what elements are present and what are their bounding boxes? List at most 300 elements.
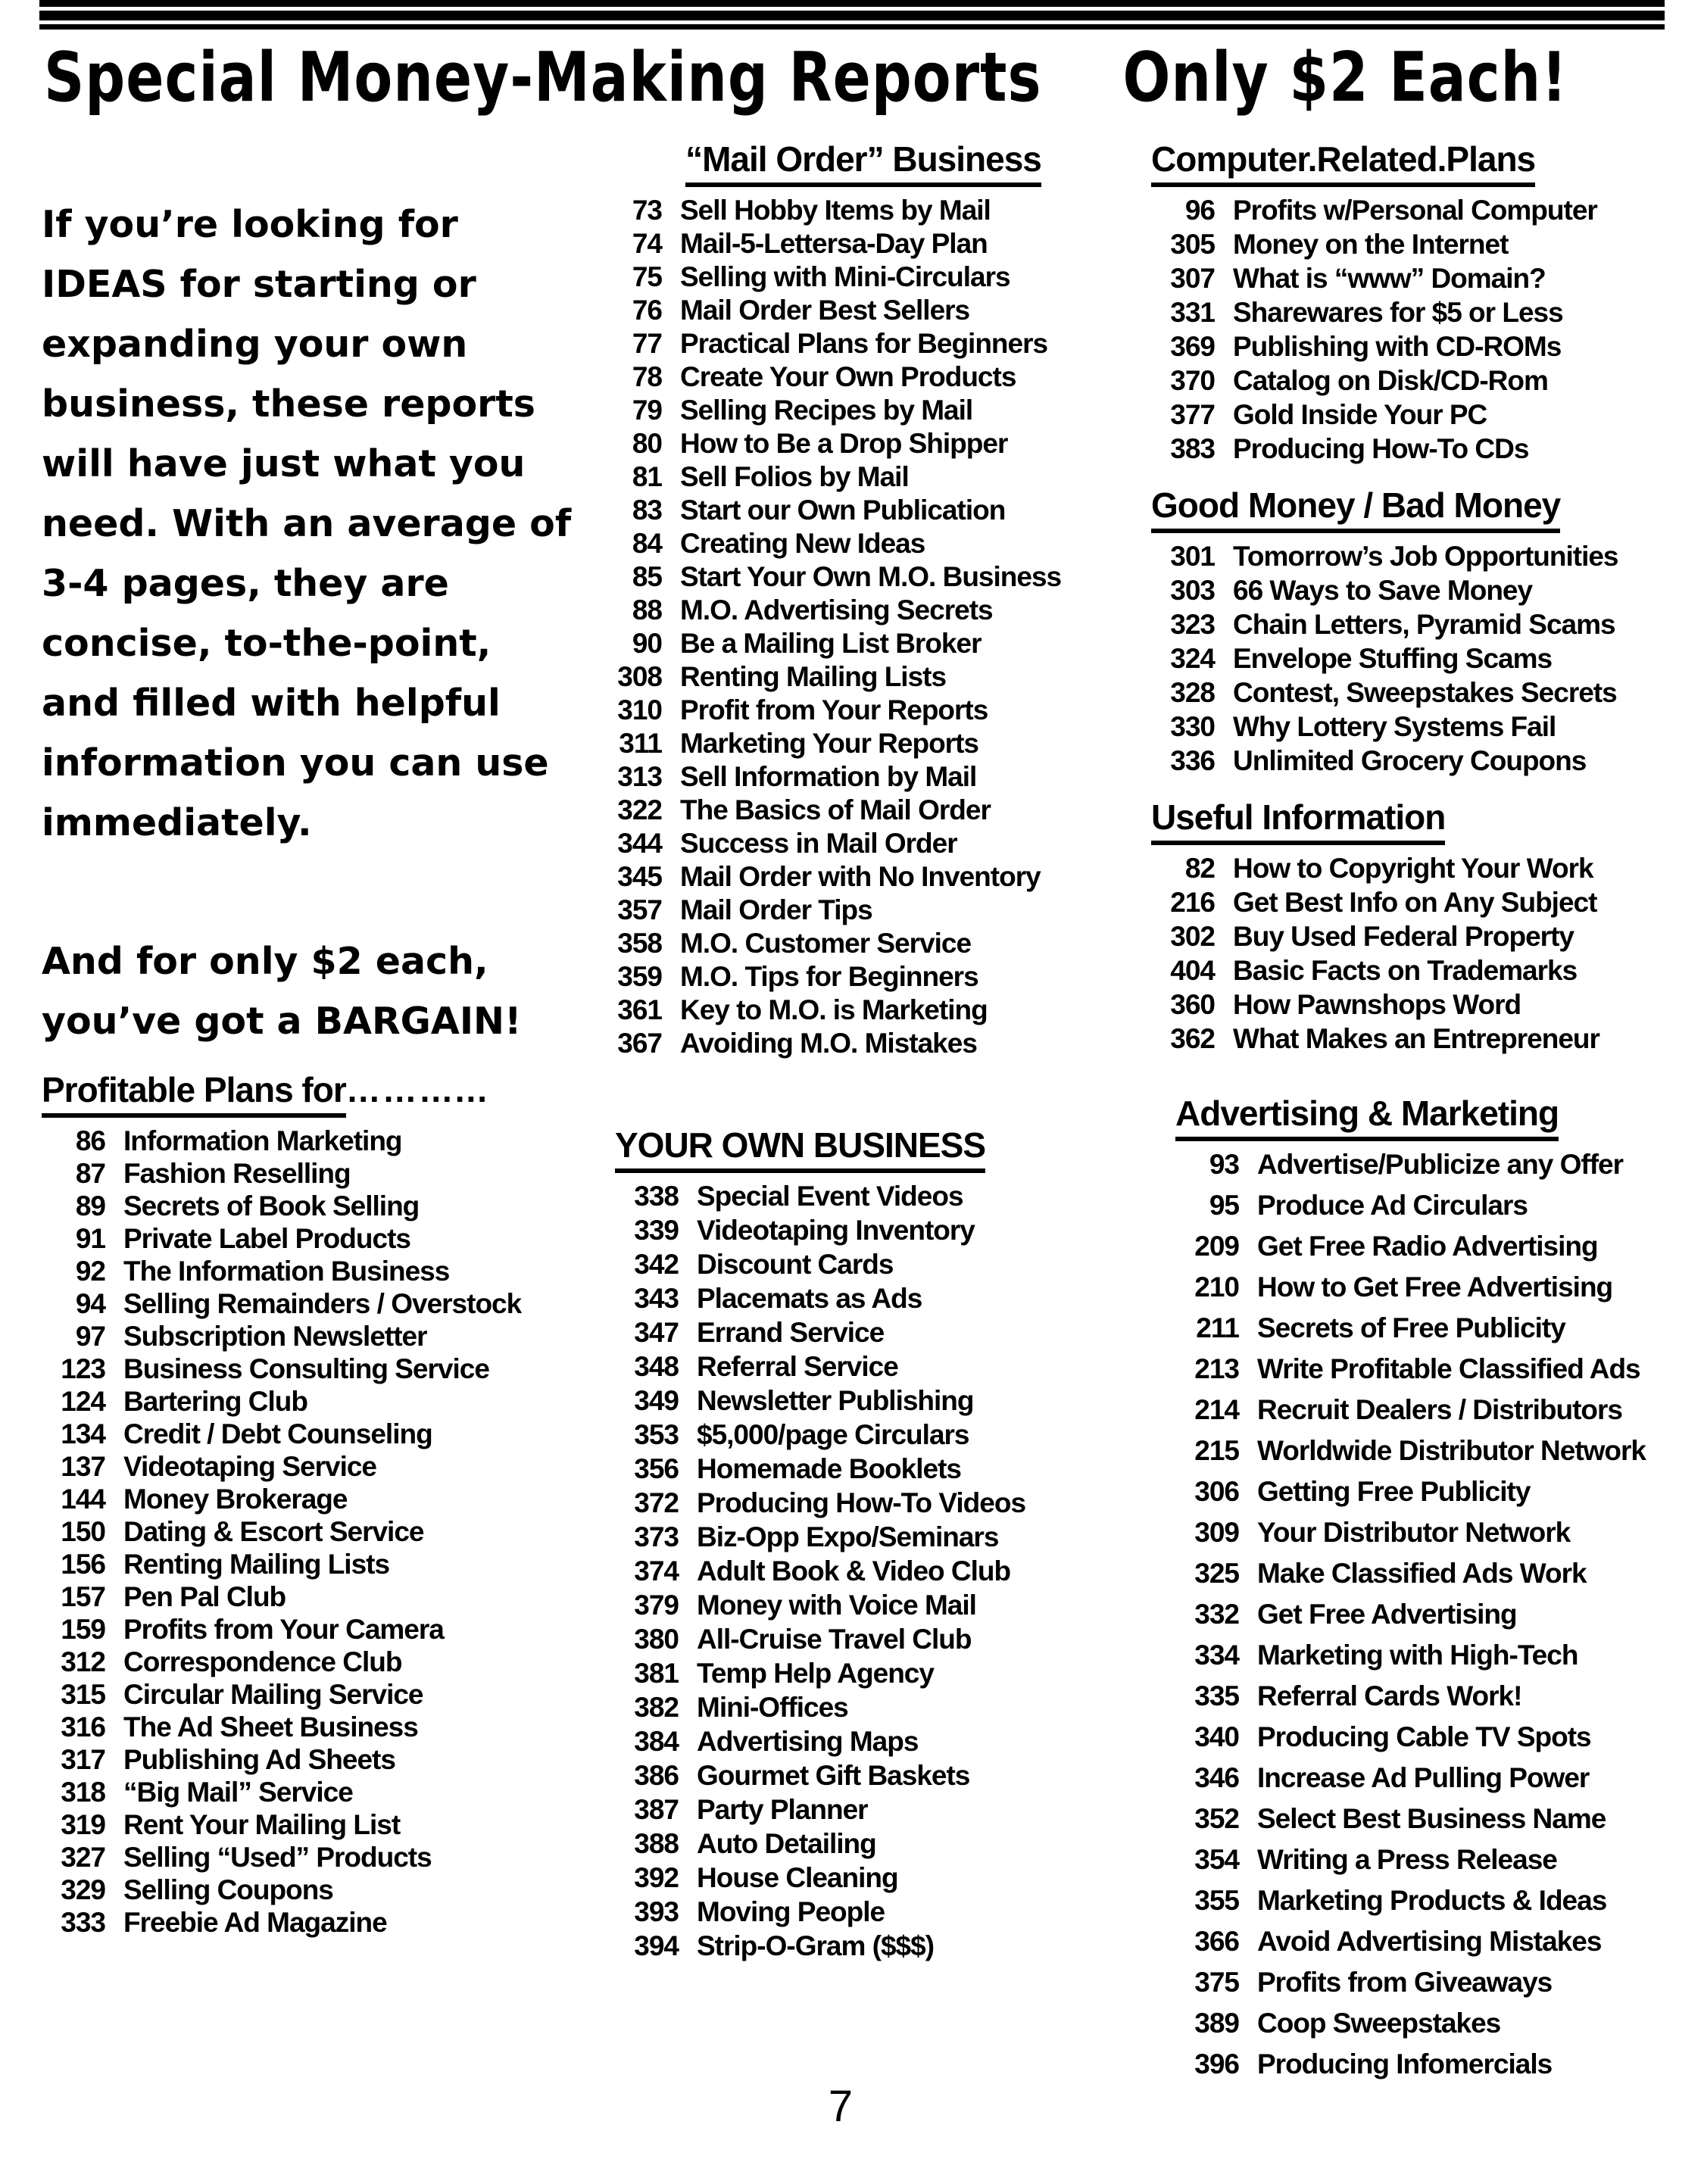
report-title: Freebie Ad Magazine xyxy=(123,1907,387,1938)
top-rule-2 xyxy=(39,11,1665,20)
page-number: 7 xyxy=(828,2082,854,2131)
report-title: Profits w/Personal Computer xyxy=(1233,195,1597,226)
report-title: M.O. Advertising Secrets xyxy=(680,594,993,626)
report-number: 396 xyxy=(1194,2048,1239,2079)
report-number: 356 xyxy=(634,1453,679,1484)
report-title: Producing How-To CDs xyxy=(1233,433,1529,464)
report-number: 348 xyxy=(634,1351,679,1382)
list-item xyxy=(1175,1803,1681,1835)
report-number: 317 xyxy=(61,1744,105,1775)
report-number: 90 xyxy=(632,628,662,659)
right-column xyxy=(1151,139,1681,2089)
list-item xyxy=(1151,263,1681,295)
list-item xyxy=(615,1760,1128,1792)
report-title: Profit from Your Reports xyxy=(680,694,988,725)
report-title: Creating New Ideas xyxy=(680,528,925,559)
report-title: What is “www” Domain? xyxy=(1233,263,1546,294)
report-title: Avoiding M.O. Mistakes xyxy=(680,1028,977,1059)
report-number: 307 xyxy=(1170,263,1215,294)
report-title: Fashion Reselling xyxy=(123,1158,351,1189)
report-number: 327 xyxy=(61,1842,105,1873)
list-item xyxy=(42,1549,576,1580)
list-item xyxy=(1175,1967,1681,1998)
page-title: Special Money-Making Reports xyxy=(44,38,1042,117)
report-number: 214 xyxy=(1194,1394,1239,1425)
list-item xyxy=(1151,711,1681,743)
report-title: Your Distributor Network xyxy=(1257,1517,1571,1548)
list-item xyxy=(598,694,1128,726)
report-title: 66 Ways to Save Money xyxy=(1233,575,1533,606)
report-number: 329 xyxy=(61,1874,105,1905)
intro-paragraph-2: And for only $2 each, you’ve got a BARGAIN! xyxy=(42,940,522,1043)
report-title: Start our Own Publication xyxy=(680,495,1006,526)
report-number: 93 xyxy=(1209,1149,1239,1180)
list-item xyxy=(42,1646,576,1678)
top-border-rules xyxy=(0,0,1704,30)
report-title: Gold Inside Your PC xyxy=(1233,399,1487,430)
report-title: Correspondence Club xyxy=(123,1646,402,1677)
report-title: Money with Voice Mail xyxy=(697,1590,976,1621)
list-item xyxy=(615,1385,1128,1417)
report-title: Bartering Club xyxy=(123,1386,307,1417)
list-item xyxy=(1151,989,1681,1021)
list-item xyxy=(615,1726,1128,1758)
report-title: $5,000/page Circulars xyxy=(697,1419,969,1450)
list-item xyxy=(42,1353,576,1385)
report-number: 96 xyxy=(1184,195,1215,226)
report-number: 392 xyxy=(634,1862,679,1893)
report-title: Mail-5-Lettersa-Day Plan xyxy=(680,228,988,259)
list-item xyxy=(615,1590,1128,1621)
report-title: Adult Book & Video Club xyxy=(697,1555,1011,1587)
report-number: 349 xyxy=(634,1385,679,1416)
list-item xyxy=(615,1624,1128,1655)
list-item xyxy=(42,1158,576,1190)
content-columns xyxy=(0,139,1704,2089)
section-advertising-marketing xyxy=(1151,1093,1681,2080)
list-item xyxy=(1151,853,1681,885)
report-title: Publishing with CD-ROMs xyxy=(1233,331,1562,362)
list-item xyxy=(1151,365,1681,397)
list-item xyxy=(1175,2008,1681,2039)
list-item xyxy=(1151,887,1681,919)
list-item xyxy=(615,1453,1128,1485)
section-useful-information xyxy=(1151,797,1681,1055)
list-item xyxy=(1175,1231,1681,1262)
report-number: 394 xyxy=(634,1930,679,1961)
report-number: 210 xyxy=(1194,1271,1239,1303)
report-title: Selling Remainders / Overstock xyxy=(123,1288,522,1319)
report-title: Sell Information by Mail xyxy=(680,761,977,792)
report-title: How to Get Free Advertising xyxy=(1257,1271,1613,1303)
report-number: 355 xyxy=(1194,1885,1239,1916)
section-title-good-money-bad-money: Good Money / Bad Money xyxy=(1151,485,1560,533)
list-item xyxy=(598,761,1128,793)
report-number: 316 xyxy=(61,1711,105,1743)
list-item xyxy=(1151,1023,1681,1055)
list-item xyxy=(615,1419,1128,1451)
list-item xyxy=(615,1794,1128,1826)
report-title: House Cleaning xyxy=(697,1862,898,1893)
report-title: Getting Free Publicity xyxy=(1257,1476,1531,1507)
report-number: 388 xyxy=(634,1828,679,1859)
list-item xyxy=(598,794,1128,826)
report-title: Write Profitable Classified Ads xyxy=(1257,1353,1640,1384)
report-title: Select Best Business Name xyxy=(1257,1803,1606,1834)
report-number: 82 xyxy=(1184,853,1215,884)
good-money-bad-money-list xyxy=(1151,541,1681,777)
list-item xyxy=(598,195,1128,226)
report-title: Renting Mailing Lists xyxy=(123,1549,390,1580)
report-title: Get Free Advertising xyxy=(1257,1599,1517,1630)
section-title-useful-information: Useful Information xyxy=(1151,797,1445,845)
list-item xyxy=(1151,955,1681,987)
report-number: 83 xyxy=(632,495,662,526)
report-title: Referral Service xyxy=(697,1351,898,1382)
report-number: 76 xyxy=(632,295,662,326)
section-good-money-bad-money xyxy=(1151,485,1681,777)
list-item xyxy=(42,1484,576,1515)
report-title: Avoid Advertising Mistakes xyxy=(1257,1926,1602,1957)
report-title: Practical Plans for Beginners xyxy=(680,328,1048,359)
report-title: What Makes an Entrepreneur xyxy=(1233,1023,1599,1054)
report-title: Homemade Booklets xyxy=(697,1453,961,1484)
list-item xyxy=(1175,1558,1681,1590)
report-number: 379 xyxy=(634,1590,679,1621)
report-number: 94 xyxy=(75,1288,105,1319)
report-title: Sell Hobby Items by Mail xyxy=(680,195,991,226)
report-number: 377 xyxy=(1170,399,1215,430)
report-number: 336 xyxy=(1170,745,1215,776)
list-item xyxy=(598,261,1128,293)
report-title: Marketing Products & Ideas xyxy=(1257,1885,1607,1916)
report-title: “Big Mail” Service xyxy=(123,1777,353,1808)
list-item xyxy=(1151,575,1681,607)
section-title-profitable-plans: Profitable Plans for xyxy=(42,1069,346,1118)
report-number: 209 xyxy=(1194,1231,1239,1262)
report-title: Videotaping Service xyxy=(123,1451,376,1482)
report-number: 313 xyxy=(617,761,662,792)
report-title: Profits from Your Camera xyxy=(123,1614,444,1645)
list-item xyxy=(598,395,1128,426)
computer-related-list xyxy=(1151,195,1681,465)
report-title: Strip-O-Gram ($$$) xyxy=(697,1930,935,1961)
list-item xyxy=(1151,297,1681,329)
list-item xyxy=(42,1386,576,1418)
report-number: 89 xyxy=(75,1190,105,1221)
report-title: Envelope Stuffing Scams xyxy=(1233,643,1553,674)
list-item xyxy=(615,1215,1128,1246)
report-number: 335 xyxy=(1194,1680,1239,1711)
list-item xyxy=(615,1283,1128,1315)
report-title: Videotaping Inventory xyxy=(697,1215,975,1246)
title-dots: ………... xyxy=(345,1070,489,1109)
list-item xyxy=(598,228,1128,260)
report-title: Moving People xyxy=(697,1896,885,1927)
report-number: 393 xyxy=(634,1896,679,1927)
report-number: 370 xyxy=(1170,365,1215,396)
list-item xyxy=(42,1190,576,1222)
price-tagline: Only $2 Each! xyxy=(1122,38,1568,117)
list-item xyxy=(1151,643,1681,675)
report-title: Credit / Debt Counseling xyxy=(123,1418,432,1449)
list-item xyxy=(598,661,1128,693)
list-item xyxy=(615,1249,1128,1281)
list-item xyxy=(1151,677,1681,709)
report-number: 322 xyxy=(617,794,662,825)
report-title: Producing How-To Videos xyxy=(697,1487,1026,1518)
report-number: 79 xyxy=(632,395,662,426)
report-number: 386 xyxy=(634,1760,679,1791)
report-number: 372 xyxy=(634,1487,679,1518)
report-number: 215 xyxy=(1194,1435,1239,1466)
section-title-advertising-marketing: Advertising & Marketing xyxy=(1175,1093,1559,1141)
report-number: 88 xyxy=(632,594,662,626)
report-title: Tomorrow’s Job Opportunities xyxy=(1233,541,1618,572)
list-item xyxy=(615,1521,1128,1553)
list-item xyxy=(598,361,1128,393)
list-item xyxy=(1151,921,1681,953)
list-item xyxy=(42,1321,576,1353)
report-number: 306 xyxy=(1194,1476,1239,1507)
report-number: 302 xyxy=(1170,921,1215,952)
report-number: 338 xyxy=(634,1181,679,1212)
top-rule-1 xyxy=(39,0,1665,7)
report-title: Profits from Giveaways xyxy=(1257,1967,1553,1998)
list-item xyxy=(615,1487,1128,1519)
report-title: Circular Mailing Service xyxy=(123,1679,423,1710)
report-number: 134 xyxy=(61,1418,105,1449)
list-item xyxy=(1175,2048,1681,2080)
report-title: Buy Used Federal Property xyxy=(1233,921,1574,952)
list-item xyxy=(1175,1844,1681,1876)
report-number: 346 xyxy=(1194,1762,1239,1793)
report-number: 389 xyxy=(1194,2008,1239,2039)
list-item xyxy=(1175,1312,1681,1344)
list-item xyxy=(598,561,1128,593)
section-title-mail-order: “Mail Order” Business xyxy=(685,139,1041,187)
report-number: 330 xyxy=(1170,711,1215,742)
list-item xyxy=(1151,399,1681,431)
report-number: 323 xyxy=(1170,609,1215,640)
useful-information-list xyxy=(1151,853,1681,1055)
list-item xyxy=(615,1692,1128,1724)
report-title: Temp Help Agency xyxy=(697,1658,934,1689)
list-item xyxy=(615,1555,1128,1587)
list-item xyxy=(1175,1435,1681,1467)
report-title: Success in Mail Order xyxy=(680,828,957,859)
list-item xyxy=(598,295,1128,326)
report-title: Mail Order Best Sellers xyxy=(680,295,970,326)
report-title: Money Brokerage xyxy=(123,1484,348,1515)
left-column xyxy=(42,139,576,2089)
report-number: 123 xyxy=(61,1353,105,1384)
report-number: 343 xyxy=(634,1283,679,1314)
report-title: Sharewares for $5 or Less xyxy=(1233,297,1563,328)
your-own-business-list xyxy=(615,1181,1128,1962)
list-item xyxy=(1175,1640,1681,1671)
mail-order-list xyxy=(598,195,1128,1059)
report-number: 77 xyxy=(632,328,662,359)
list-item xyxy=(615,1658,1128,1689)
report-title: Selling Coupons xyxy=(123,1874,333,1905)
report-title: Sell Folios by Mail xyxy=(680,461,909,492)
list-item xyxy=(598,728,1128,760)
report-number: 86 xyxy=(75,1125,105,1156)
list-item xyxy=(42,1744,576,1776)
report-title: Mini-Offices xyxy=(697,1692,848,1723)
list-item xyxy=(42,1223,576,1255)
intro-text xyxy=(42,195,576,1051)
report-number: 301 xyxy=(1170,541,1215,572)
list-item xyxy=(42,1842,576,1874)
list-item xyxy=(598,628,1128,660)
list-item xyxy=(42,1711,576,1743)
list-item xyxy=(42,1418,576,1450)
report-title: The Information Business xyxy=(123,1256,450,1287)
list-item xyxy=(598,894,1128,926)
middle-column xyxy=(598,139,1128,2089)
report-number: 75 xyxy=(632,261,662,292)
list-item xyxy=(1175,1680,1681,1712)
report-number: 310 xyxy=(617,694,662,725)
report-number: 361 xyxy=(617,994,662,1025)
report-number: 345 xyxy=(617,861,662,892)
report-title: How Pawnshops Word xyxy=(1233,989,1521,1020)
report-number: 84 xyxy=(632,528,662,559)
report-title: Selling “Used” Products xyxy=(123,1842,432,1873)
list-item xyxy=(42,1256,576,1287)
report-title: Pen Pal Club xyxy=(123,1581,286,1612)
report-number: 354 xyxy=(1194,1844,1239,1875)
report-number: 383 xyxy=(1170,433,1215,464)
report-title: Recruit Dealers / Distributors xyxy=(1257,1394,1622,1425)
page-header xyxy=(0,30,1704,117)
report-number: 352 xyxy=(1194,1803,1239,1834)
list-item xyxy=(1175,1721,1681,1753)
report-title: Secrets of Book Selling xyxy=(123,1190,420,1221)
report-title: Increase Ad Pulling Power xyxy=(1257,1762,1590,1793)
report-title: Why Lottery Systems Fail xyxy=(1233,711,1556,742)
report-title: Advertise/Publicize any Offer xyxy=(1257,1149,1624,1180)
list-item xyxy=(598,1028,1128,1059)
list-item xyxy=(1151,229,1681,261)
report-title: Gourmet Gift Baskets xyxy=(697,1760,970,1791)
list-item xyxy=(1151,609,1681,641)
advertising-marketing-list xyxy=(1175,1149,1681,2080)
list-item xyxy=(1175,1599,1681,1630)
report-title: All-Cruise Travel Club xyxy=(697,1624,972,1655)
report-title: Dating & Escort Service xyxy=(123,1516,424,1547)
list-item xyxy=(598,861,1128,893)
report-number: 315 xyxy=(61,1679,105,1710)
list-item xyxy=(615,1930,1128,1962)
report-title: Worldwide Distributor Network xyxy=(1257,1435,1646,1466)
report-title: Mail Order Tips xyxy=(680,894,872,925)
report-title: Referral Cards Work! xyxy=(1257,1680,1522,1711)
report-title: Coop Sweepstakes xyxy=(1257,2008,1501,2039)
report-number: 332 xyxy=(1194,1599,1239,1630)
section-title-your-own-business: YOUR OWN BUSINESS xyxy=(615,1125,985,1173)
list-item xyxy=(1151,745,1681,777)
list-item xyxy=(1175,1353,1681,1385)
report-number: 87 xyxy=(75,1158,105,1189)
report-title: Advertising Maps xyxy=(697,1726,919,1757)
list-item xyxy=(1175,1517,1681,1549)
list-item xyxy=(42,1288,576,1320)
report-title: Special Event Videos xyxy=(697,1181,963,1212)
report-number: 311 xyxy=(619,728,662,759)
report-number: 137 xyxy=(61,1451,105,1482)
report-title: M.O. Tips for Beginners xyxy=(680,961,978,992)
report-number: 305 xyxy=(1170,229,1215,260)
section-computer-related xyxy=(1151,139,1681,465)
list-item xyxy=(598,428,1128,460)
report-number: 387 xyxy=(634,1794,679,1825)
report-number: 374 xyxy=(634,1555,679,1587)
list-item xyxy=(1151,433,1681,465)
report-title: Selling with Mini-Circulars xyxy=(680,261,1010,292)
report-number: 366 xyxy=(1194,1926,1239,1957)
list-item xyxy=(598,328,1128,360)
report-number: 312 xyxy=(61,1646,105,1677)
report-title: Money on the Internet xyxy=(1233,229,1509,260)
list-item xyxy=(1175,1149,1681,1181)
report-number: 369 xyxy=(1170,331,1215,362)
list-item xyxy=(1175,1190,1681,1221)
report-number: 359 xyxy=(617,961,662,992)
report-title: Publishing Ad Sheets xyxy=(123,1744,395,1775)
report-number: 157 xyxy=(61,1581,105,1612)
report-number: 358 xyxy=(617,928,662,959)
report-title: Private Label Products xyxy=(123,1223,410,1254)
report-title: Discount Cards xyxy=(697,1249,894,1280)
report-title: M.O. Customer Service xyxy=(680,928,972,959)
report-title: Selling Recipes by Mail xyxy=(680,395,973,426)
report-number: 74 xyxy=(632,228,662,259)
report-title: Create Your Own Products xyxy=(680,361,1016,392)
report-title: Party Planner xyxy=(697,1794,868,1825)
list-item xyxy=(598,594,1128,626)
report-number: 78 xyxy=(632,361,662,392)
list-item xyxy=(1151,195,1681,226)
report-number: 144 xyxy=(61,1484,105,1515)
report-number: 357 xyxy=(617,894,662,925)
report-number: 97 xyxy=(75,1321,105,1352)
report-title: Secrets of Free Publicity xyxy=(1257,1312,1565,1343)
list-item xyxy=(615,1862,1128,1894)
section-mail-order xyxy=(598,139,1128,187)
report-number: 381 xyxy=(634,1658,679,1689)
report-number: 80 xyxy=(632,428,662,459)
report-number: 375 xyxy=(1194,1967,1239,1998)
list-item xyxy=(598,928,1128,959)
report-number: 73 xyxy=(632,195,662,226)
report-number: 340 xyxy=(1194,1721,1239,1752)
report-number: 150 xyxy=(61,1516,105,1547)
report-number: 319 xyxy=(61,1809,105,1840)
report-title: Writing a Press Release xyxy=(1257,1844,1557,1875)
report-title: Biz-Opp Expo/Seminars xyxy=(697,1521,999,1552)
list-item xyxy=(615,1896,1128,1928)
list-item xyxy=(42,1809,576,1841)
list-item xyxy=(1175,1926,1681,1958)
list-item xyxy=(42,1777,576,1808)
list-item xyxy=(1175,1271,1681,1303)
report-number: 362 xyxy=(1170,1023,1215,1054)
list-item xyxy=(42,1614,576,1646)
report-number: 81 xyxy=(632,461,662,492)
